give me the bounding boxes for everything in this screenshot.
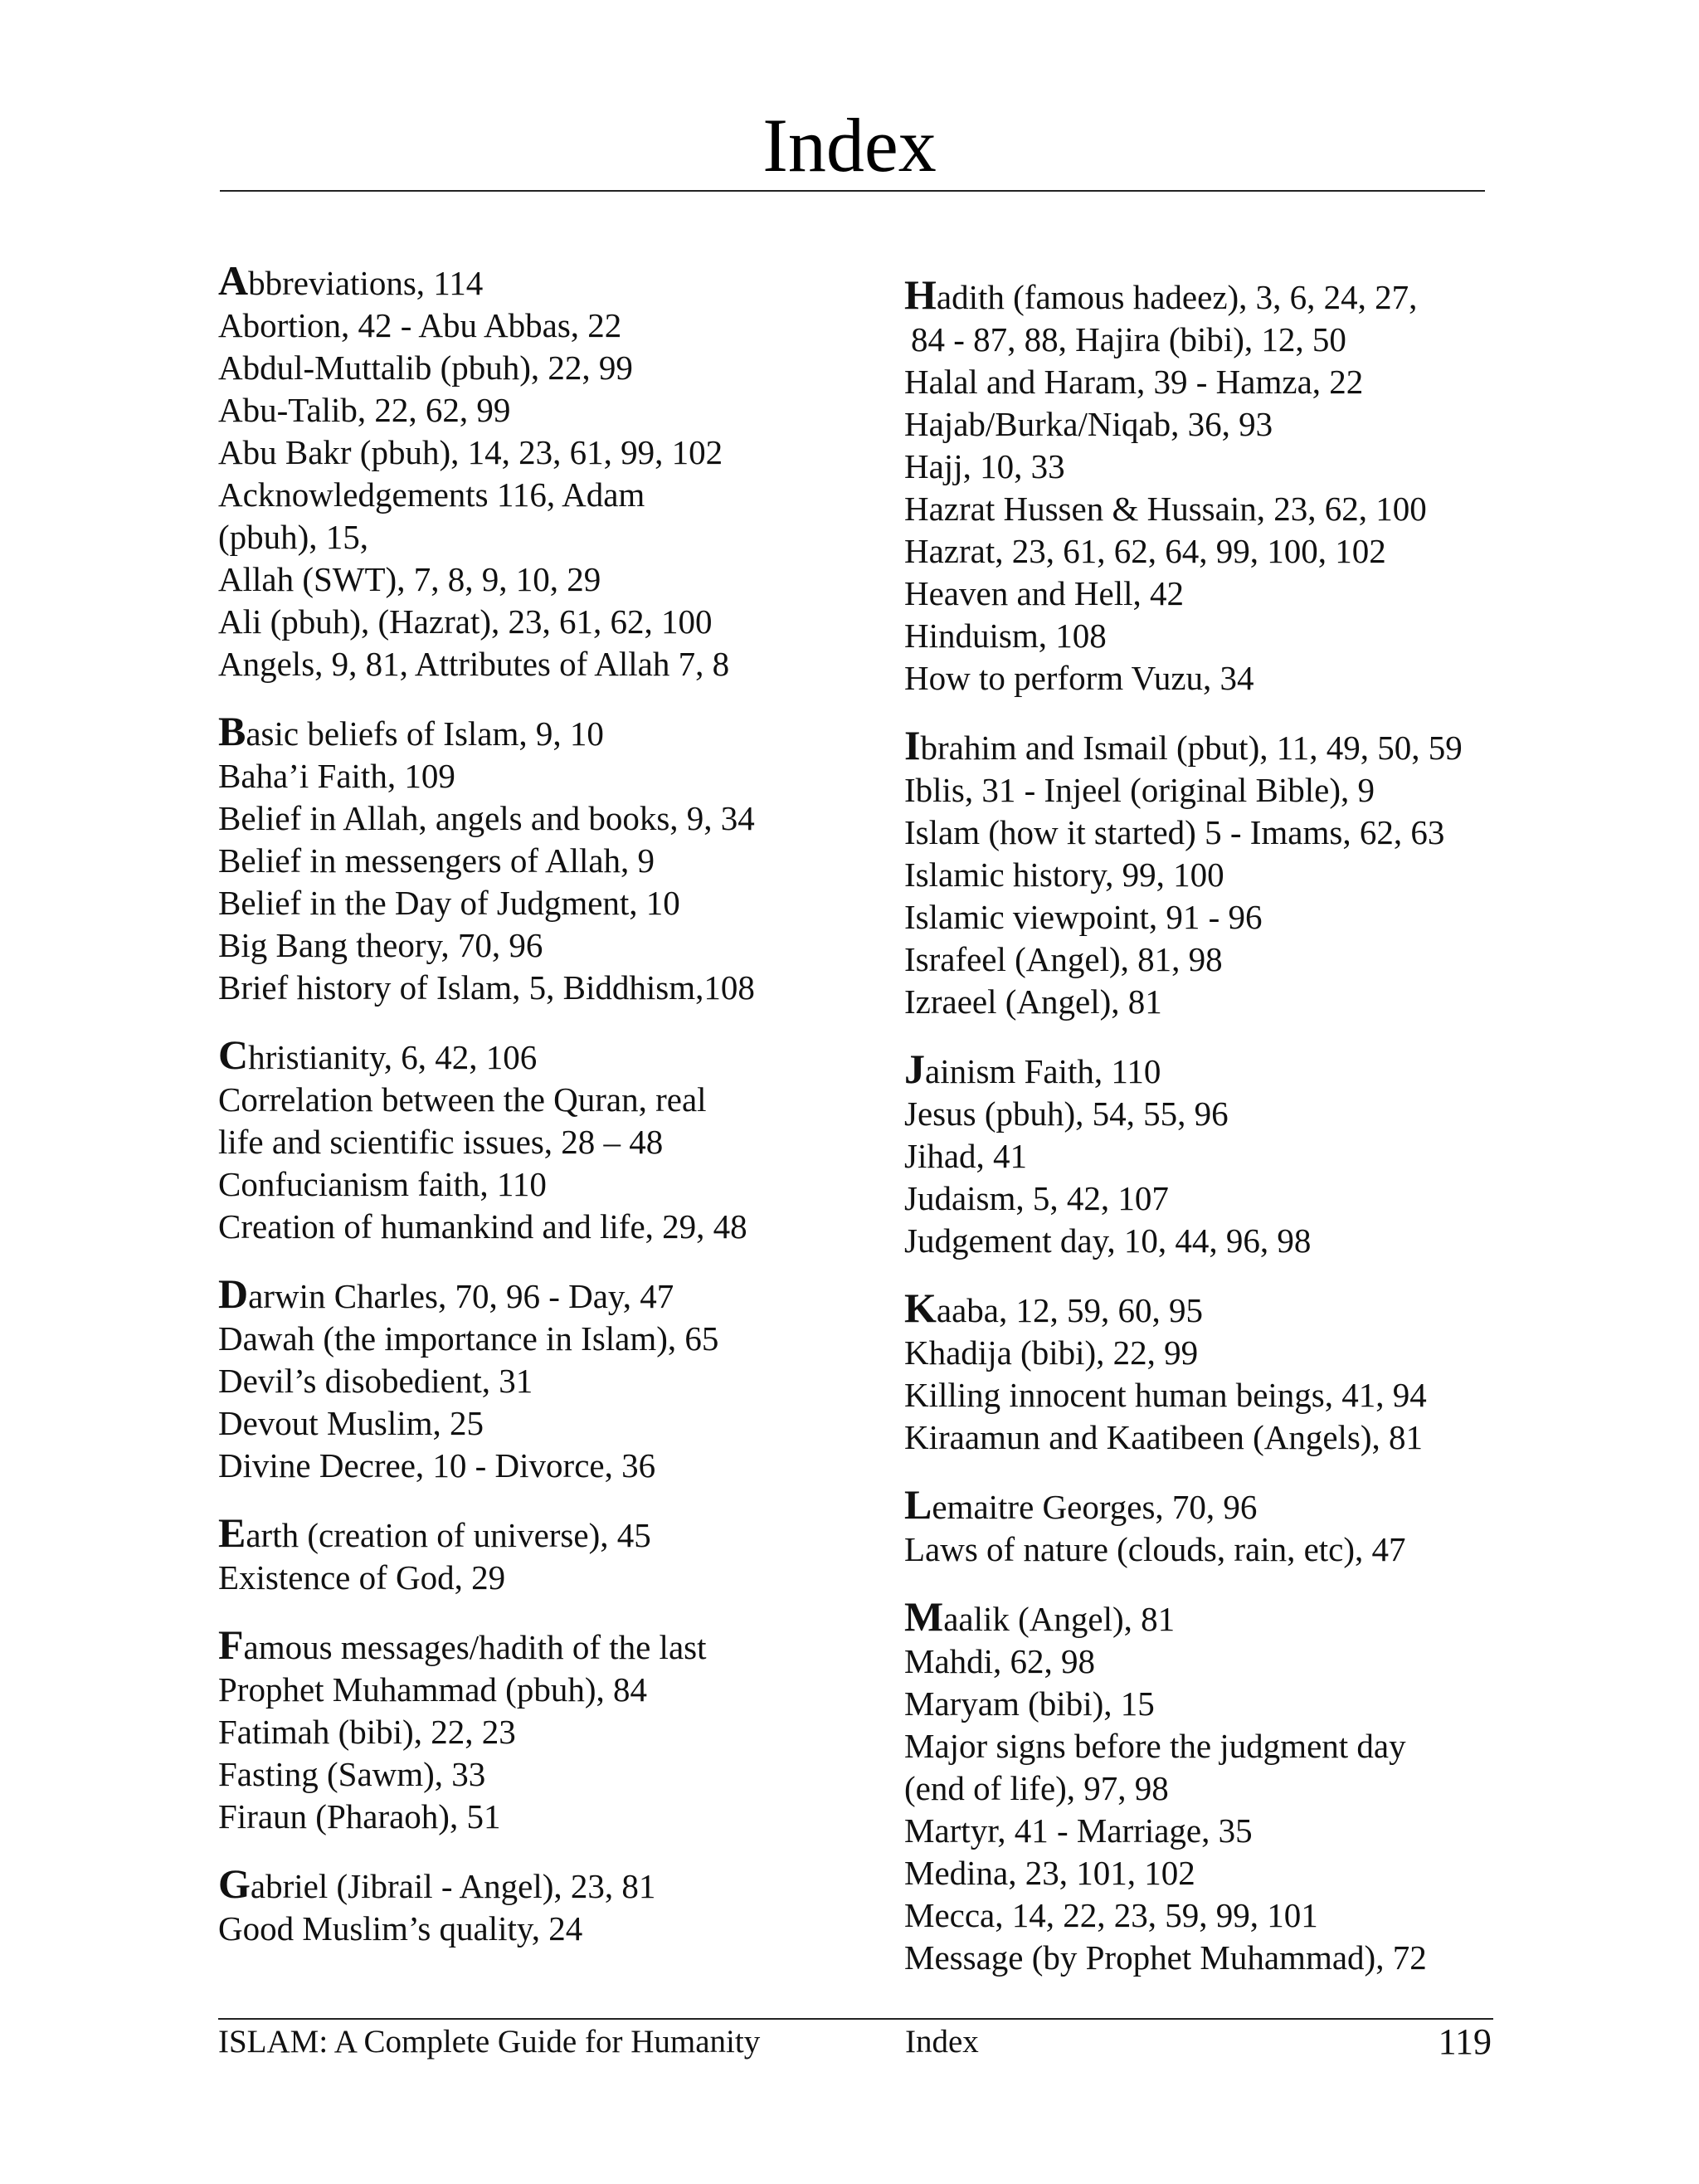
index-entry: Belief in the Day of Judgment, 10 [218,884,680,922]
index-letter-group-e [218,1509,849,1599]
index-entry: Good Muslim’s quality, 24 [218,1909,583,1948]
entry-text: aalik (Angel), 81 [943,1600,1176,1638]
entry-text: abriel (Jibrail - Angel), 23, 81 [250,1867,656,1905]
index-letter-group-l [904,1481,1502,1571]
index-entry: Prophet Muhammad (pbuh), 84 [218,1670,647,1709]
index-entry: Devil’s disobedient, 31 [218,1362,533,1400]
index-entry: Hajj, 10, 33 [904,447,1065,485]
index-entry-first [218,1031,849,1079]
letter-initial: E [218,1509,246,1556]
index-entry: Allah (SWT), 7, 8, 9, 10, 29 [218,560,601,598]
index-letter-group-a [218,257,849,685]
index-entry: Jesus (pbuh), 54, 55, 96 [904,1094,1229,1133]
index-entry: Baha’i Faith, 109 [218,757,455,795]
page-number: 119 [1438,2021,1492,2062]
index-entry: Islamic history, 99, 100 [904,856,1224,894]
index-letter-group-i [904,724,1502,1023]
entry-text: adith (famous hadeez), 3, 6, 24, 27, [936,278,1418,316]
index-entry: Dawah (the importance in Islam), 65 [218,1319,719,1358]
index-entry-first [904,1481,1502,1528]
index-entry-first [904,1287,1502,1332]
index-entry: Hajab/Burka/Niqab, 36, 93 [904,405,1273,443]
index-entry: Existence of God, 29 [218,1558,506,1597]
index-entry: Killing innocent human beings, 41, 94 [904,1376,1427,1414]
index-entry: Fatimah (bibi), 22, 23 [218,1713,516,1751]
index-letter-group-j [904,1048,1502,1262]
index-entry: Islamic viewpoint, 91 - 96 [904,898,1263,936]
index-entry: Abu Bakr (pbuh), 14, 23, 61, 99, 102 [218,433,723,471]
letter-initial: I [904,722,921,768]
index-entry: Kiraamun and Kaatibeen (Angels), 81 [904,1418,1424,1456]
letter-initial: F [218,1621,244,1668]
index-entry: Devout Muslim, 25 [218,1404,484,1442]
entry-text: arwin Charles, 70, 96 - Day, 47 [248,1277,674,1315]
index-entry: Hinduism, 108 [904,617,1107,655]
index-entry: Khadija (bibi), 22, 99 [904,1333,1199,1372]
letter-initial: J [904,1046,925,1092]
index-entry-first [218,257,849,305]
index-entry: Judgement day, 10, 44, 96, 98 [904,1221,1312,1260]
index-entry: Judaism, 5, 42, 107 [904,1179,1169,1217]
index-entry: Firaun (Pharaoh), 51 [218,1797,501,1835]
index-entry: Iblis, 31 - Injeel (original Bible), 9 [904,771,1375,809]
index-entry-first [904,724,1502,769]
index-entry: Hazrat, 23, 61, 62, 64, 99, 100, 102 [904,532,1386,570]
entry-text: ainism Faith, 110 [925,1052,1161,1090]
index-entry-first [904,271,1502,319]
index-letter-group-b [218,710,849,1009]
index-entry: Confucianism faith, 110 [218,1165,547,1203]
index-entry: Angels, 9, 81, Attributes of Allah 7, 8 [218,645,730,683]
index-entry: Message (by Prophet Muhammad), 72 [904,1938,1427,1977]
index-letter-group-m [904,1593,1502,1979]
letter-initial: B [218,708,246,754]
index-entry: How to perform Vuzu, 34 [904,659,1254,697]
index-letter-group-h [904,271,1502,700]
index-entry: Belief in Allah, angels and books, 9, 34 [218,799,755,837]
index-entry-first [218,710,849,755]
index-entry-first [218,1860,849,1908]
index-entry: Fasting (Sawm), 33 [218,1755,486,1793]
index-entry: Martyr, 41 - Marriage, 35 [904,1811,1253,1850]
index-entry: Laws of nature (clouds, rain, etc), 47 [904,1530,1406,1568]
index-entry: Abortion, 42 - Abu Abbas, 22 [218,306,622,344]
index-entry: Mahdi, 62, 98 [904,1642,1096,1680]
entry-text: bbreviations, 114 [248,264,484,302]
index-entry: Major signs before the judgment day [904,1727,1406,1765]
letter-initial: C [218,1031,249,1078]
index-entry: Israfeel (Angel), 81, 98 [904,940,1223,978]
index-entry: Maryam (bibi), 15 [904,1684,1155,1723]
index-letter-group-k [904,1287,1502,1459]
index-entry-first [218,1270,849,1318]
entry-text: arth (creation of universe), 45 [246,1516,651,1554]
index-entry: Belief in messengers of Allah, 9 [218,841,655,880]
entry-text: aaba, 12, 59, 60, 95 [936,1291,1203,1329]
entry-text: emaitre Georges, 70, 96 [932,1488,1258,1526]
page-title: Index [762,103,937,188]
index-entry: Hazrat Hussen & Hussain, 23, 62, 100 [904,490,1427,528]
index-entry: Halal and Haram, 39 - Hamza, 22 [904,363,1364,401]
index-entry: Abu-Talib, 22, 62, 99 [218,391,511,429]
index-letter-group-f [218,1621,849,1838]
index-entry: Brief history of Islam, 5, Biddhism,108 [218,968,755,1007]
index-letter-group-g [218,1860,849,1950]
letter-initial: K [904,1285,937,1331]
entry-text: brahim and Ismail (pbut), 11, 49, 50, 59 [920,729,1463,767]
index-entry: Izraeel (Angel), 81 [904,982,1162,1021]
letter-initial: L [904,1481,932,1528]
entry-text: amous messages/hadith of the last [243,1628,707,1666]
footer-divider [218,2018,1493,2020]
index-entry-first [904,1593,1502,1640]
index-entry: Mecca, 14, 22, 23, 59, 99, 101 [904,1896,1318,1934]
letter-initial: H [904,271,937,318]
index-entry: (end of life), 97, 98 [904,1769,1169,1807]
index-entry: Big Bang theory, 70, 96 [218,926,543,964]
index-entry: Divine Decree, 10 - Divorce, 36 [218,1446,656,1484]
index-column-right [904,271,1502,2004]
index-entry: Jihad, 41 [904,1137,1028,1175]
footer-section-name: Index [905,2024,979,2060]
entry-text: asic beliefs of Islam, 9, 10 [246,714,604,753]
index-entry: Heaven and Hell, 42 [904,574,1184,612]
index-entry-first [904,1048,1502,1093]
letter-initial: A [218,257,249,304]
index-entry: Abdul-Muttalib (pbuh), 22, 99 [218,349,633,387]
index-entry-first [218,1509,849,1557]
entry-text: hristianity, 6, 42, 106 [248,1038,538,1076]
index-entry: Acknowledgements 116, Adam [218,475,645,514]
index-entry: life and scientific issues, 28 – 48 [218,1123,664,1161]
index-entry: Creation of humankind and life, 29, 48 [218,1207,747,1246]
footer-book-title: ISLAM: A Complete Guide for Humanity [218,2024,761,2060]
letter-initial: G [218,1860,251,1907]
index-entry: Ali (pbuh), (Hazrat), 23, 61, 62, 100 [218,602,713,641]
index-column-left [218,257,849,1975]
index-entry: (pbuh), 15, [218,518,369,556]
index-letter-group-d [218,1270,849,1487]
index-entry: Islam (how it started) 5 - Imams, 62, 63 [904,813,1445,851]
index-entry: Correlation between the Quran, real [218,1080,707,1119]
title-divider [220,190,1485,192]
index-entry: Medina, 23, 101, 102 [904,1854,1195,1892]
index-entry-first [218,1621,849,1669]
letter-initial: D [218,1270,249,1317]
letter-initial: M [904,1593,944,1640]
index-letter-group-c [218,1031,849,1248]
index-entry: 84 - 87, 88, Hajira (bibi), 12, 50 [911,320,1346,358]
